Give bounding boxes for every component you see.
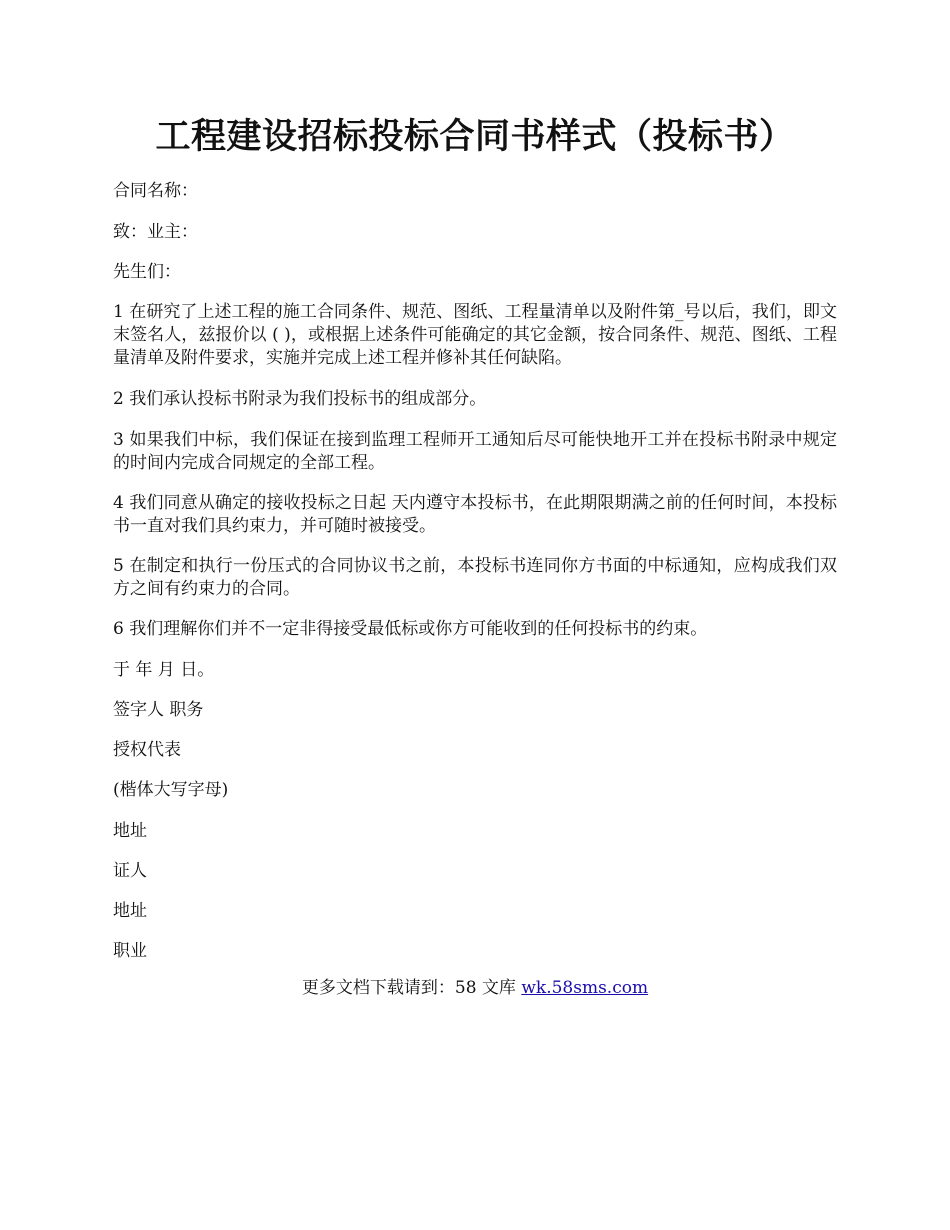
- address-line-2: 地址: [113, 901, 147, 921]
- document-title: 工程建设招标投标合同书样式（投标书）: [155, 116, 795, 157]
- footer: [0, 977, 950, 1000]
- clause-2: 2 我们承认投标书附录为我们投标书的组成部分。: [113, 389, 487, 409]
- addressee-line: 致：业主：: [113, 222, 198, 242]
- clause-1: 1 在研究了上述工程的施工合同条件、规范、图纸、工程量清单以及附件第_号以后，我们，即文末签名人，兹报价以 ( )，或根据上述条件可能确定的其它金额，按合同条件、规范、图纸、工程量清单及附件要求，实施并完成上述工程并修补其任何缺陷。: [113, 302, 837, 368]
- signatory-line: 签字人 职务: [113, 700, 204, 720]
- clause-5: 5 在制定和执行一份压式的合同协议书之前，本投标书连同你方书面的中标通知，应构成我们双方之间有约束力的合同。: [113, 556, 837, 599]
- clause-6: 6 我们理解你们并不一定非得接受最低标或你方可能收到的任何投标书的约束。: [113, 619, 708, 639]
- clause-3: 3 如果我们中标，我们保证在接到监理工程师开工通知后尽可能快地开工并在投标书附录中规定的时间内完成合同规定的全部工程。: [113, 430, 837, 473]
- block-letters-line: (楷体大写字母): [113, 780, 229, 800]
- clause-4: 4 我们同意从确定的接收投标之日起 天内遵守本投标书，在此期限期满之前的任何时间，本投标书一直对我们具约束力，并可随时被接受。: [113, 493, 837, 536]
- contract-name-line: 合同名称：: [113, 181, 198, 201]
- authorized-rep-line: 授权代表: [113, 740, 181, 760]
- occupation-line: 职业: [113, 941, 147, 961]
- date-line: 于 年 月 日。: [113, 660, 215, 680]
- address-line-1: 地址: [113, 821, 147, 841]
- witness-line: 证人: [113, 861, 147, 881]
- salutation-line: 先生们：: [113, 262, 181, 282]
- footer-link[interactable]: wk.58sms.com: [521, 978, 649, 998]
- footer-text: 更多文档下载请到：58 文库: [301, 978, 522, 998]
